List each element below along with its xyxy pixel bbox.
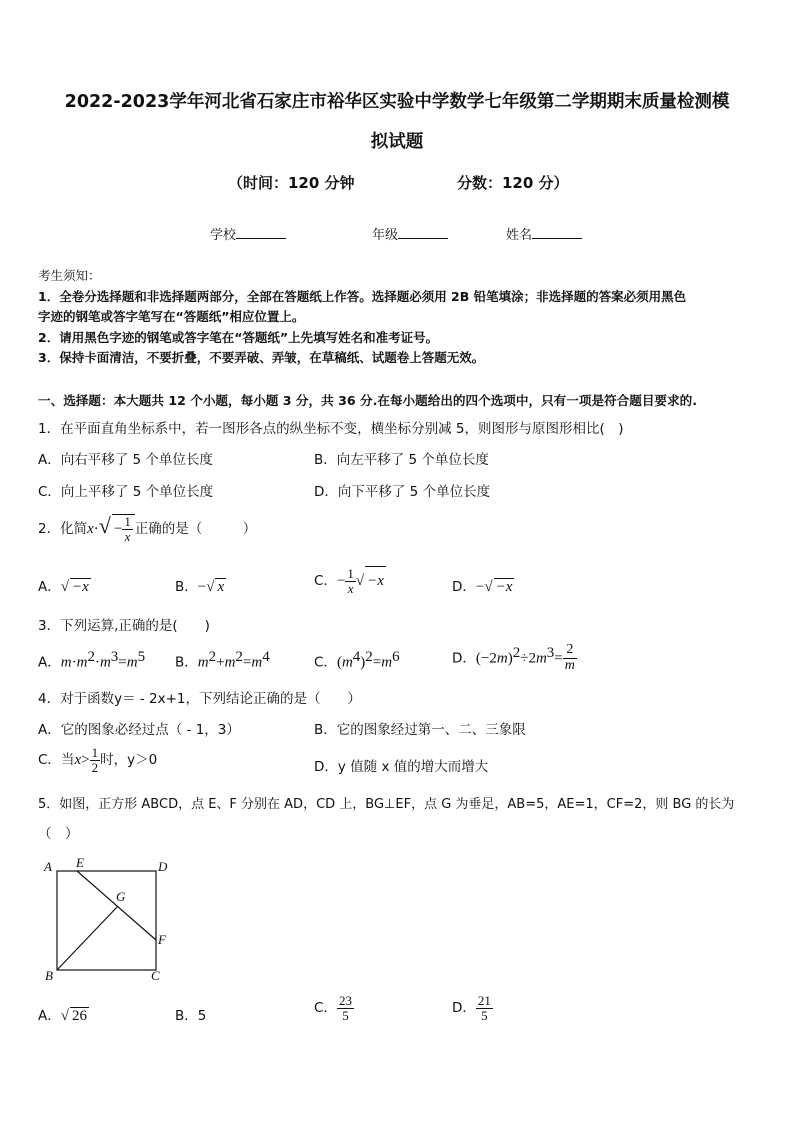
q2-radicand: − $\frac{1}{x}$ (112, 514, 135, 543)
label-c: C (151, 968, 160, 983)
name-field (506, 224, 582, 243)
name-blank (532, 226, 582, 239)
name-label: 姓名 (506, 228, 533, 243)
label-f: F (158, 932, 166, 947)
label-g: G (116, 889, 126, 904)
notice-item: 1．全卷分选择题和非选择题两部分，全部在答题纸上作答。选择题必须用 2B 铅笔填涂；非选择题的答案必须用黑色 (38, 289, 687, 304)
school-label: 学校 (210, 228, 237, 243)
q4-option-d: D．y 值随 x 值的增大而增大 (314, 759, 489, 775)
q1-option-b: B．向左平移了 5 个单位长度 (314, 452, 489, 468)
q5-option-c: C． $\frac{23}{5}$ (314, 992, 352, 1023)
q3-option-d: D．$(-2m)^2\div 2m^3=$ $\frac{2}{m}$ (452, 642, 575, 673)
question-3-stem: 3．下列运算,正确的是( ) (38, 618, 210, 634)
segment-bg (57, 906, 118, 970)
school-field (210, 224, 286, 243)
q2-option-c: C．− $\frac{1}{x}$ √ −x (314, 565, 384, 596)
question-5-stem: 5．如图，正方形 ABCD，点 E、F 分别在 AD，CD 上，BG⊥EF，点 G 为垂足，AB=5，AE=1，CF=2，则 BG 的长为 (38, 797, 735, 812)
q5-option-a: A．√ 26 (38, 1008, 87, 1024)
q2-option-b: B．−√ x (175, 579, 225, 595)
question-4-stem: 4．对于函数y＝ - 2x+1，下列结论正确的是（ ） (38, 691, 362, 707)
q1-option-d: D．向下平移了 5 个单位长度 (314, 484, 491, 500)
paper-title-line2: 拟试题 (370, 132, 424, 152)
question-1-stem: 1．在平面直角坐标系中，若一图形各点的纵坐标不变，横坐标分别减 5，则图形与原图形相比( ) (38, 421, 624, 437)
q3-option-b: B．$m^2+m^2=m^4$ (175, 649, 270, 671)
square-diagram (40, 855, 180, 985)
q4-option-a: A．它的图象必经过点（ - 1，3） (38, 722, 240, 738)
q1-option-a: A．向右平移了 5 个单位长度 (38, 452, 213, 468)
paper-title-line1: 2022-2023学年河北省石家庄市裕华区实验中学数学七年级第二学期期末质量检测模 (64, 92, 730, 112)
q2-expression: x (87, 521, 94, 537)
section-heading: 一、选择题：本大题共 12 个小题，每小题 3 分，共 36 分.在每小题给出的四个选项中，只有一项是符合题目要求的. (38, 393, 698, 408)
notice-item: 字迹的钢笔或答字笔写在“答题纸”相应位置上。 (38, 309, 305, 324)
notice-item: 3．保持卡面清洁，不要折叠，不要弄破、弄皱，在草稿纸、试题卷上答题无效。 (38, 350, 485, 365)
grade-label: 年级 (372, 228, 399, 243)
q3-option-c: C．$(m^4)^2=m^6$ (314, 649, 400, 671)
q5-option-b: B．5 (175, 1008, 207, 1024)
exam-time: （时间：120 分钟 (228, 174, 355, 192)
q1-option-c: C．向上平移了 5 个单位长度 (38, 484, 214, 500)
q4-option-b: B．它的图象经过第一、二、三象限 (314, 722, 526, 738)
segment-ef (77, 871, 156, 940)
grade-blank (398, 226, 448, 239)
q2-option-d: D．−√ −x (452, 579, 513, 595)
question-2-stem: 2．化简x·√ − $\frac{1}{x}$ 正确的是（ ） (38, 513, 257, 544)
q5-option-d: D． $\frac{21}{5}$ (452, 992, 491, 1023)
q3-option-a: A．$m\cdot m^2\cdot m^3=m^5$ (38, 649, 146, 671)
school-blank (236, 226, 286, 239)
q2-stem-post: 正确的是（ ） (134, 521, 257, 537)
label-e: E (76, 855, 84, 870)
q2-stem-pre: 2．化简 (38, 521, 88, 537)
notice-heading: 考生须知： (38, 268, 101, 283)
exam-score: 分数：120 分） (457, 174, 569, 192)
question-5-stem-tail: （ ） (38, 826, 79, 842)
notice-item: 2．请用黑色字迹的钢笔或答字笔在“答题纸”上先填写姓名和准考证号。 (38, 330, 439, 345)
label-a: A (44, 859, 52, 874)
q2-option-a: A．√ −x (38, 579, 89, 595)
grade-field (372, 224, 448, 243)
label-b: B (45, 968, 53, 983)
label-d: D (158, 859, 168, 874)
q4-option-c: C．当x> $\frac{1}{2}$ 时，y＞0 (38, 744, 158, 775)
